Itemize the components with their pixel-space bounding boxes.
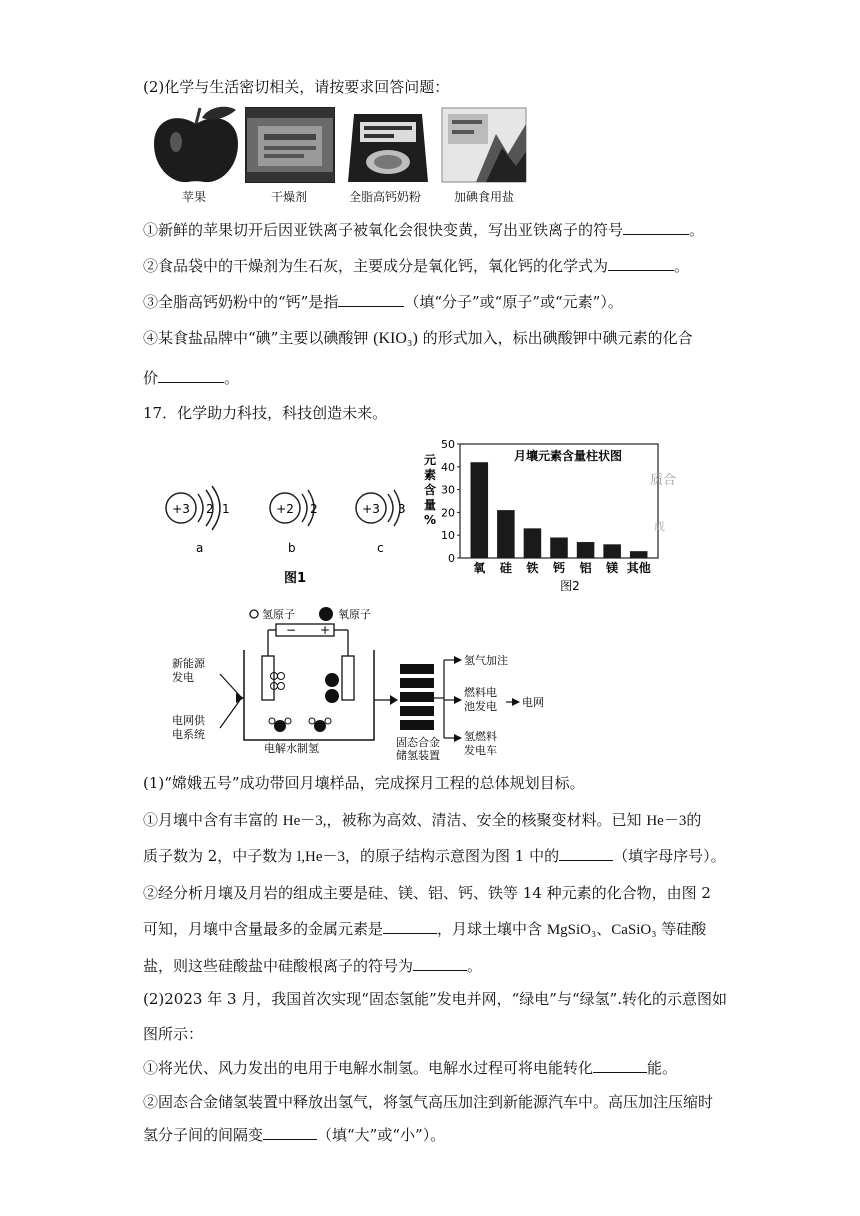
chart-title: 月壤元素含量柱状图 [513,449,623,463]
q16-question-2: ②食品袋中的干燥剂为生石灰，主要成分是氧化钙，氧化钙的化学式为 。 [143,257,690,275]
q17-p1-question-2-cont: 可知，月壤中含量最多的金属元素是 ，月球土壤中含 MgSiO₃、CaSiO₃ 等硅酸 [143,920,707,938]
svg-text:2: 2 [206,502,214,516]
milk-powder-image [340,104,436,186]
bar-硅 [497,510,515,558]
svg-text:+2: +2 [276,502,294,516]
svg-text:a: a [196,541,204,555]
product-label-desiccant: 干燥剂 [270,190,307,204]
q17-part2-stem-cont: 图所示： [143,1025,204,1043]
x-tick-label: 硅 [499,561,512,575]
q17-p1-question-2-cont2: 盐，则这些硅酸盐中硅酸根离子的符号为 。 [143,957,483,975]
x-tick-label: 氧 [473,561,486,575]
y-axis-label-char: 量 [423,498,437,512]
y-tick-label: 0 [448,552,455,565]
electrode-left [262,656,274,700]
battery-plus: + [320,623,331,637]
legend-oxygen: 氧原子 [338,608,371,621]
product-label-iodized-salt: 加碘食用盐 [453,190,514,204]
electrolysis-label: 电解水制氢 [264,742,319,755]
y-tick-label: 40 [441,460,455,474]
source-grid-line2: 电系统 [172,728,205,741]
bar-钙 [550,537,568,558]
q17-part1-stem: (1)“嫦娥五号”成功带回月壤样品，完成探月工程的总体规划目标。 [143,774,585,792]
y-tick-label: 30 [441,483,455,497]
y-axis-label-char: 元 [423,453,437,467]
hydrogen-storage-stack [400,664,434,730]
bar-铝 [577,542,595,558]
output-vehicle-line1: 氢燃料 [464,730,497,743]
answer-blank[interactable] [623,220,689,235]
desiccant-image [242,104,338,186]
product-label-apple: 苹果 [181,190,206,204]
chart-y-axis-label [424,452,436,527]
q16-question-4: ④某食盐品牌中“碘”主要以碘酸钾 (KIO₃) 的形式加入，标出碘酸钾中碘元素的化合 [143,329,693,347]
q17-p1-question-1-cont: 质子数为 2，中子数为 l,He－3，的原子结构示意图为图 1 中的 （填字母序号）。 [143,847,726,865]
oxygen-atom-legend-icon [319,607,333,621]
answer-blank[interactable] [338,292,404,307]
x-tick-label: 镁 [606,561,619,575]
output-fuel-cell-line2: 池发电 [464,700,497,713]
product-label-milk-powder: 全脂高钙奶粉 [348,190,421,204]
q17-p2-question-2-cont: 氢分子间的间隔变 （填“大”或“小”）。 [143,1126,446,1144]
q17-p1-question-1: ①月壤中含有丰富的 He－3,，被称为高效、清洁、安全的核聚变材料。已知 He－3的 [143,811,702,829]
answer-blank[interactable] [608,256,674,271]
output-grid: 电网 [522,696,544,709]
output-vehicle-line2: 发电车 [464,744,497,757]
svg-text:1: 1 [222,502,230,516]
answer-blank[interactable] [413,956,467,971]
storage-label-line2: 储氢装置 [396,749,440,760]
atom-a [166,486,230,555]
q17-p2-question-1: ①将光伏、风力发出的电用于电解水制氢。电解水过程可将电能转化 能。 [143,1059,678,1077]
bar-镁 [603,544,621,558]
answer-blank[interactable] [383,919,437,934]
figure-2-bar-chart [418,434,708,594]
bar-其他 [630,551,648,558]
y-tick-label: 10 [441,529,455,543]
answer-blank[interactable] [263,1125,317,1140]
svg-text:+3: +3 [362,502,380,516]
source-new-energy-line2: 发电 [172,671,194,684]
y-axis-label-char: % [423,513,437,527]
answer-blank[interactable] [559,846,613,861]
answer-blank[interactable] [158,368,224,383]
figure-1-caption: 图1 [284,571,307,586]
storage-label-line1: 固态合金 [396,736,440,749]
legend-hydrogen: 氢原子 [262,608,295,621]
source-grid-line1: 电网供 [172,714,205,727]
apple-image [148,104,244,186]
hydrogen-atom-legend-icon [250,610,258,618]
y-axis-label-char: 含 [423,483,437,497]
bar-铁 [524,528,542,558]
y-axis-label-char: 素 [423,468,437,482]
x-tick-label: 铁 [526,561,539,575]
y-tick-label: 50 [441,438,455,451]
source-new-energy-line1: 新能源 [172,657,205,670]
svg-text:c: c [377,541,384,555]
atom-c [356,490,406,555]
output-refuel: 氢气加注 [464,654,508,667]
svg-text:b: b [288,541,296,555]
figure-1-atom-diagrams [150,468,430,588]
chart-caption: 图2 [560,579,580,593]
bar-氧 [471,462,489,558]
chart-bars [471,462,648,558]
output-fuel-cell-line1: 燃料电 [464,686,497,699]
x-tick-label: 铝 [579,561,592,575]
battery-minus: − [286,623,297,637]
q17-p2-question-2: ②固态合金储氢装置中释放出氢气，将氢气高压加注到新能源汽车中。高压加注压缩时 [143,1093,714,1111]
svg-text:+3: +3 [172,502,190,516]
q16-question-3: ③全脂高钙奶粉中的“钙”是指 （填“分子”或“原子”或“元素”）。 [143,293,623,311]
q16-question-1: ①新鲜的苹果切开后因亚铁离子被氧化会很快变黄，写出亚铁离子的符号 。 [143,221,705,239]
figure-3-hydrogen-flow-diagram [168,600,608,760]
q16-question-4-cont: 价 。 [143,369,240,387]
x-tick-label: 其他 [626,561,651,575]
chart-side-text-1: 质合 [650,473,677,488]
q16-part2-stem: (2)化学与生活密切相关，请按要求回答问题： [143,78,450,96]
svg-text:3: 3 [398,502,406,516]
q17-part2-stem: (2)2023 年 3 月，我国首次实现“固态氢能”发电并网，“绿电”与“绿氢”.转化的示意图如 [143,990,728,1008]
chart-side-text-2: 成 [654,520,665,533]
svg-text:2: 2 [310,502,318,516]
answer-blank[interactable] [593,1058,647,1073]
x-tick-label: 钙 [552,561,566,575]
q17-stem: 17．化学助力科技，科技创造未来。 [143,404,388,422]
q17-p1-question-2: ②经分析月壤及月岩的组成主要是硅、镁、铝、钙、铁等 14 种元素的化合物，由图 2 [143,884,711,902]
y-tick-label: 20 [441,506,455,520]
atom-b [270,490,318,555]
electrode-right [342,656,354,700]
iodized-salt-image [436,104,532,186]
